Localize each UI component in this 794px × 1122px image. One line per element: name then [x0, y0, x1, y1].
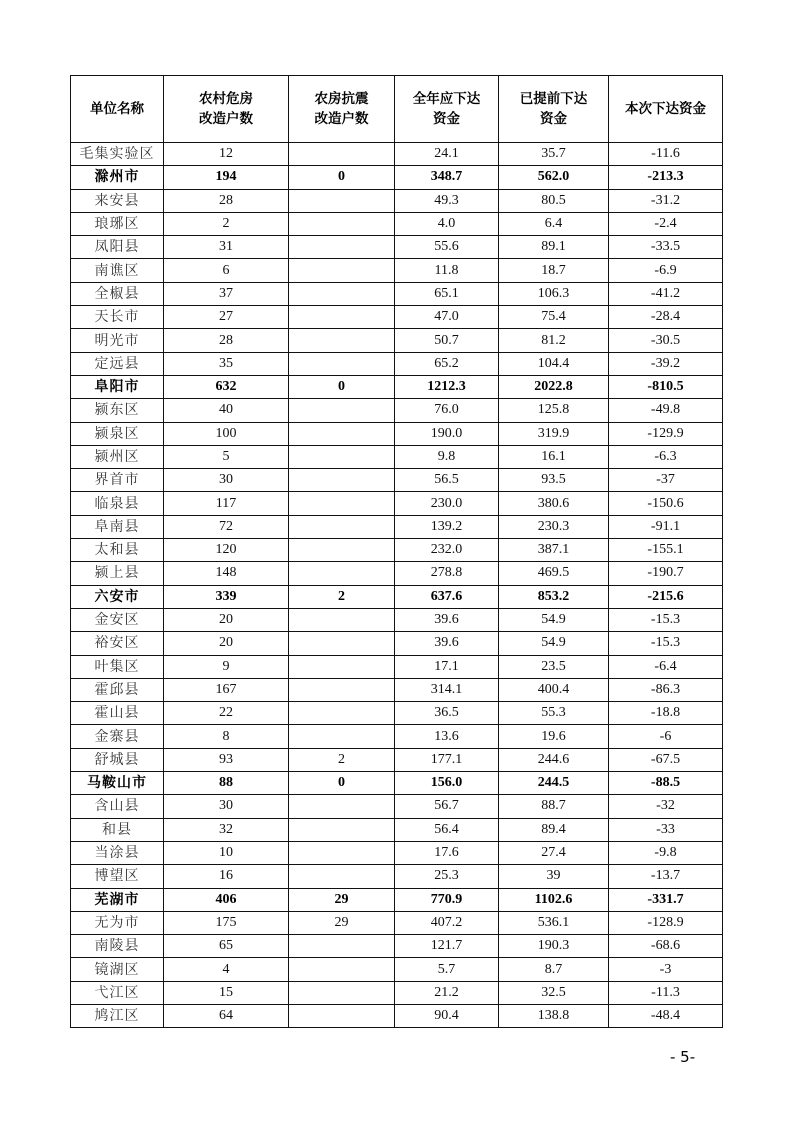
unit-name-cell: 无为市 — [71, 911, 164, 934]
advance-funding-cell: 89.1 — [499, 236, 609, 259]
rural-housing-count-cell: 148 — [164, 562, 289, 585]
rural-housing-count-cell: 30 — [164, 795, 289, 818]
current-funding-cell: -15.3 — [609, 608, 723, 631]
annual-funding-cell: 76.0 — [395, 399, 499, 422]
rural-housing-count-cell: 167 — [164, 678, 289, 701]
current-funding-cell: -49.8 — [609, 399, 723, 422]
rural-housing-count-cell: 8 — [164, 725, 289, 748]
rural-housing-count-cell: 37 — [164, 282, 289, 305]
city-total-row — [71, 888, 723, 911]
header-text-line: 农房抗震 — [314, 91, 369, 107]
header-current-funding — [609, 76, 723, 143]
unit-name-cell: 来安县 — [71, 189, 164, 212]
advance-funding-cell: 39 — [499, 865, 609, 888]
annual-funding-cell: 4.0 — [395, 212, 499, 235]
seismic-housing-count-cell: 0 — [289, 166, 395, 189]
rural-housing-count-cell: 28 — [164, 329, 289, 352]
table-row — [71, 329, 723, 352]
advance-funding-cell: 81.2 — [499, 329, 609, 352]
seismic-housing-count-cell — [289, 981, 395, 1004]
current-funding-cell: -86.3 — [609, 678, 723, 701]
table-header-row — [71, 76, 723, 143]
advance-funding-cell: 380.6 — [499, 492, 609, 515]
table-row — [71, 911, 723, 934]
unit-name-cell: 阜阳市 — [71, 375, 164, 398]
header-seismic-housing — [289, 76, 395, 143]
rural-housing-count-cell: 22 — [164, 702, 289, 725]
advance-funding-cell: 19.6 — [499, 725, 609, 748]
seismic-housing-count-cell — [289, 306, 395, 329]
current-funding-cell: -15.3 — [609, 632, 723, 655]
unit-name-cell: 颍上县 — [71, 562, 164, 585]
table-row — [71, 865, 723, 888]
current-funding-cell: -6.9 — [609, 259, 723, 282]
advance-funding-cell: 400.4 — [499, 678, 609, 701]
annual-funding-cell: 177.1 — [395, 748, 499, 771]
advance-funding-cell: 16.1 — [499, 445, 609, 468]
annual-funding-cell: 25.3 — [395, 865, 499, 888]
current-funding-cell: -129.9 — [609, 422, 723, 445]
annual-funding-cell: 65.1 — [395, 282, 499, 305]
rural-housing-count-cell: 93 — [164, 748, 289, 771]
advance-funding-cell: 469.5 — [499, 562, 609, 585]
unit-name-cell: 马鞍山市 — [71, 772, 164, 795]
header-text-line: 单位名称 — [90, 101, 144, 117]
header-text-line: 改造户数 — [199, 111, 253, 127]
seismic-housing-count-cell — [289, 492, 395, 515]
annual-funding-cell: 65.2 — [395, 352, 499, 375]
table-row — [71, 515, 723, 538]
seismic-housing-count-cell — [289, 632, 395, 655]
unit-name-cell: 芜湖市 — [71, 888, 164, 911]
advance-funding-cell: 88.7 — [499, 795, 609, 818]
current-funding-cell: -88.5 — [609, 772, 723, 795]
rural-housing-count-cell: 65 — [164, 935, 289, 958]
seismic-housing-count-cell: 0 — [289, 772, 395, 795]
seismic-housing-count-cell: 0 — [289, 375, 395, 398]
table-row — [71, 608, 723, 631]
current-funding-cell: -33 — [609, 818, 723, 841]
rural-housing-count-cell: 406 — [164, 888, 289, 911]
annual-funding-cell: 156.0 — [395, 772, 499, 795]
seismic-housing-count-cell: 29 — [289, 888, 395, 911]
rural-housing-count-cell: 28 — [164, 189, 289, 212]
unit-name-cell: 天长市 — [71, 306, 164, 329]
annual-funding-cell: 17.6 — [395, 841, 499, 864]
unit-name-cell: 裕安区 — [71, 632, 164, 655]
table-row — [71, 259, 723, 282]
unit-name-cell: 弋江区 — [71, 981, 164, 1004]
advance-funding-cell: 55.3 — [499, 702, 609, 725]
table-row — [71, 795, 723, 818]
seismic-housing-count-cell — [289, 958, 395, 981]
table-row — [71, 212, 723, 235]
annual-funding-cell: 17.1 — [395, 655, 499, 678]
table-row — [71, 445, 723, 468]
unit-name-cell: 滁州市 — [71, 166, 164, 189]
table-row — [71, 981, 723, 1004]
current-funding-cell: -3 — [609, 958, 723, 981]
unit-name-cell: 全椒县 — [71, 282, 164, 305]
unit-name-cell: 临泉县 — [71, 492, 164, 515]
current-funding-cell: -28.4 — [609, 306, 723, 329]
table-row — [71, 958, 723, 981]
header-text-line: 资金 — [433, 111, 460, 127]
annual-funding-cell: 50.7 — [395, 329, 499, 352]
rural-housing-count-cell: 2 — [164, 212, 289, 235]
unit-name-cell: 金安区 — [71, 608, 164, 631]
unit-name-cell: 颍东区 — [71, 399, 164, 422]
table-row — [71, 143, 723, 166]
header-unit-name — [71, 76, 164, 143]
advance-funding-cell: 54.9 — [499, 608, 609, 631]
rural-housing-count-cell: 12 — [164, 143, 289, 166]
current-funding-cell: -31.2 — [609, 189, 723, 212]
city-total-row — [71, 585, 723, 608]
header-text-line: 农村危房 — [199, 91, 253, 107]
advance-funding-cell: 106.3 — [499, 282, 609, 305]
seismic-housing-count-cell — [289, 1004, 395, 1027]
header-text-line: 改造户数 — [314, 111, 369, 127]
header-text-line: 本次下达资金 — [625, 101, 706, 117]
advance-funding-cell: 6.4 — [499, 212, 609, 235]
table-row — [71, 469, 723, 492]
advance-funding-cell: 27.4 — [499, 841, 609, 864]
current-funding-cell: -331.7 — [609, 888, 723, 911]
advance-funding-cell: 54.9 — [499, 632, 609, 655]
advance-funding-cell: 230.3 — [499, 515, 609, 538]
table-row — [71, 725, 723, 748]
current-funding-cell: -33.5 — [609, 236, 723, 259]
annual-funding-cell: 9.8 — [395, 445, 499, 468]
advance-funding-cell: 244.6 — [499, 748, 609, 771]
current-funding-cell: -213.3 — [609, 166, 723, 189]
advance-funding-cell: 75.4 — [499, 306, 609, 329]
unit-name-cell: 定远县 — [71, 352, 164, 375]
seismic-housing-count-cell — [289, 469, 395, 492]
current-funding-cell: -155.1 — [609, 539, 723, 562]
header-advance-funding — [499, 76, 609, 143]
unit-name-cell: 和县 — [71, 818, 164, 841]
annual-funding-cell: 407.2 — [395, 911, 499, 934]
annual-funding-cell: 90.4 — [395, 1004, 499, 1027]
table-body — [71, 143, 723, 1028]
seismic-housing-count-cell — [289, 795, 395, 818]
unit-name-cell: 明光市 — [71, 329, 164, 352]
table-row — [71, 1004, 723, 1027]
table-row — [71, 352, 723, 375]
table-row — [71, 492, 723, 515]
seismic-housing-count-cell — [289, 608, 395, 631]
advance-funding-cell: 89.4 — [499, 818, 609, 841]
annual-funding-cell: 56.5 — [395, 469, 499, 492]
seismic-housing-count-cell — [289, 236, 395, 259]
seismic-housing-count-cell — [289, 725, 395, 748]
table-row — [71, 189, 723, 212]
current-funding-cell: -6.3 — [609, 445, 723, 468]
advance-funding-cell: 536.1 — [499, 911, 609, 934]
annual-funding-cell: 770.9 — [395, 888, 499, 911]
unit-name-cell: 凤阳县 — [71, 236, 164, 259]
current-funding-cell: -2.4 — [609, 212, 723, 235]
rural-housing-count-cell: 117 — [164, 492, 289, 515]
advance-funding-cell: 35.7 — [499, 143, 609, 166]
unit-name-cell: 六安市 — [71, 585, 164, 608]
unit-name-cell: 博望区 — [71, 865, 164, 888]
advance-funding-cell: 2022.8 — [499, 375, 609, 398]
seismic-housing-count-cell — [289, 399, 395, 422]
current-funding-cell: -9.8 — [609, 841, 723, 864]
annual-funding-cell: 314.1 — [395, 678, 499, 701]
unit-name-cell: 含山县 — [71, 795, 164, 818]
rural-housing-count-cell: 35 — [164, 352, 289, 375]
table-row — [71, 306, 723, 329]
unit-name-cell: 鸠江区 — [71, 1004, 164, 1027]
table-row — [71, 935, 723, 958]
advance-funding-cell: 138.8 — [499, 1004, 609, 1027]
rural-housing-count-cell: 20 — [164, 632, 289, 655]
seismic-housing-count-cell — [289, 212, 395, 235]
rural-housing-count-cell: 10 — [164, 841, 289, 864]
advance-funding-cell: 562.0 — [499, 166, 609, 189]
annual-funding-cell: 348.7 — [395, 166, 499, 189]
seismic-housing-count-cell — [289, 329, 395, 352]
unit-name-cell: 南谯区 — [71, 259, 164, 282]
current-funding-cell: -128.9 — [609, 911, 723, 934]
annual-funding-cell: 637.6 — [395, 585, 499, 608]
current-funding-cell: -6.4 — [609, 655, 723, 678]
annual-funding-cell: 11.8 — [395, 259, 499, 282]
current-funding-cell: -6 — [609, 725, 723, 748]
unit-name-cell: 南陵县 — [71, 935, 164, 958]
current-funding-cell: -18.8 — [609, 702, 723, 725]
header-annual-funding — [395, 76, 499, 143]
seismic-housing-count-cell — [289, 189, 395, 212]
rural-housing-count-cell: 16 — [164, 865, 289, 888]
advance-funding-cell: 8.7 — [499, 958, 609, 981]
advance-funding-cell: 93.5 — [499, 469, 609, 492]
seismic-housing-count-cell — [289, 678, 395, 701]
unit-name-cell: 霍山县 — [71, 702, 164, 725]
current-funding-cell: -91.1 — [609, 515, 723, 538]
rural-housing-count-cell: 72 — [164, 515, 289, 538]
table-row — [71, 422, 723, 445]
annual-funding-cell: 36.5 — [395, 702, 499, 725]
table-row — [71, 282, 723, 305]
rural-housing-count-cell: 9 — [164, 655, 289, 678]
advance-funding-cell: 80.5 — [499, 189, 609, 212]
rural-housing-count-cell: 120 — [164, 539, 289, 562]
rural-housing-count-cell: 339 — [164, 585, 289, 608]
annual-funding-cell: 121.7 — [395, 935, 499, 958]
current-funding-cell: -41.2 — [609, 282, 723, 305]
annual-funding-cell: 13.6 — [395, 725, 499, 748]
annual-funding-cell: 24.1 — [395, 143, 499, 166]
current-funding-cell: -67.5 — [609, 748, 723, 771]
rural-housing-count-cell: 31 — [164, 236, 289, 259]
unit-name-cell: 颍泉区 — [71, 422, 164, 445]
annual-funding-cell: 49.3 — [395, 189, 499, 212]
current-funding-cell: -32 — [609, 795, 723, 818]
seismic-housing-count-cell — [289, 352, 395, 375]
unit-name-cell: 琅琊区 — [71, 212, 164, 235]
header-rural-dangerous-housing — [164, 76, 289, 143]
current-funding-cell: -11.3 — [609, 981, 723, 1004]
seismic-housing-count-cell: 2 — [289, 748, 395, 771]
advance-funding-cell: 387.1 — [499, 539, 609, 562]
seismic-housing-count-cell — [289, 259, 395, 282]
funding-table — [70, 75, 723, 1028]
unit-name-cell: 叶集区 — [71, 655, 164, 678]
table-row — [71, 702, 723, 725]
annual-funding-cell: 1212.3 — [395, 375, 499, 398]
current-funding-cell: -11.6 — [609, 143, 723, 166]
unit-name-cell: 毛集实验区 — [71, 143, 164, 166]
rural-housing-count-cell: 32 — [164, 818, 289, 841]
rural-housing-count-cell: 64 — [164, 1004, 289, 1027]
rural-housing-count-cell: 30 — [164, 469, 289, 492]
advance-funding-cell: 190.3 — [499, 935, 609, 958]
seismic-housing-count-cell — [289, 818, 395, 841]
table-row — [71, 562, 723, 585]
table-row — [71, 539, 723, 562]
seismic-housing-count-cell — [289, 655, 395, 678]
current-funding-cell: -13.7 — [609, 865, 723, 888]
rural-housing-count-cell: 175 — [164, 911, 289, 934]
header-text-line: 资金 — [540, 111, 567, 127]
current-funding-cell: -39.2 — [609, 352, 723, 375]
annual-funding-cell: 21.2 — [395, 981, 499, 1004]
advance-funding-cell: 244.5 — [499, 772, 609, 795]
seismic-housing-count-cell — [289, 539, 395, 562]
unit-name-cell: 颍州区 — [71, 445, 164, 468]
header-text-line: 已提前下达 — [519, 91, 588, 107]
annual-funding-cell: 5.7 — [395, 958, 499, 981]
seismic-housing-count-cell — [289, 422, 395, 445]
city-total-row — [71, 375, 723, 398]
rural-housing-count-cell: 27 — [164, 306, 289, 329]
table-row — [71, 632, 723, 655]
table-row — [71, 841, 723, 864]
rural-housing-count-cell: 15 — [164, 981, 289, 1004]
seismic-housing-count-cell — [289, 445, 395, 468]
rural-housing-count-cell: 100 — [164, 422, 289, 445]
city-total-row — [71, 772, 723, 795]
advance-funding-cell: 32.5 — [499, 981, 609, 1004]
annual-funding-cell: 47.0 — [395, 306, 499, 329]
seismic-housing-count-cell — [289, 702, 395, 725]
current-funding-cell: -68.6 — [609, 935, 723, 958]
seismic-housing-count-cell — [289, 562, 395, 585]
unit-name-cell: 舒城县 — [71, 748, 164, 771]
advance-funding-cell: 125.8 — [499, 399, 609, 422]
city-total-row — [71, 166, 723, 189]
annual-funding-cell: 139.2 — [395, 515, 499, 538]
annual-funding-cell: 56.4 — [395, 818, 499, 841]
annual-funding-cell: 278.8 — [395, 562, 499, 585]
unit-name-cell: 金寨县 — [71, 725, 164, 748]
table-row — [71, 818, 723, 841]
rural-housing-count-cell: 40 — [164, 399, 289, 422]
header-text-line: 全年应下达 — [412, 91, 481, 107]
annual-funding-cell: 55.6 — [395, 236, 499, 259]
unit-name-cell: 太和县 — [71, 539, 164, 562]
current-funding-cell: -215.6 — [609, 585, 723, 608]
annual-funding-cell: 39.6 — [395, 608, 499, 631]
annual-funding-cell: 56.7 — [395, 795, 499, 818]
annual-funding-cell: 39.6 — [395, 632, 499, 655]
advance-funding-cell: 18.7 — [499, 259, 609, 282]
page-number: - 5- — [670, 1048, 696, 1066]
annual-funding-cell: 230.0 — [395, 492, 499, 515]
table-row — [71, 748, 723, 771]
rural-housing-count-cell: 5 — [164, 445, 289, 468]
seismic-housing-count-cell — [289, 865, 395, 888]
unit-name-cell: 镜湖区 — [71, 958, 164, 981]
current-funding-cell: -30.5 — [609, 329, 723, 352]
rural-housing-count-cell: 20 — [164, 608, 289, 631]
unit-name-cell: 霍邱县 — [71, 678, 164, 701]
annual-funding-cell: 232.0 — [395, 539, 499, 562]
rural-housing-count-cell: 4 — [164, 958, 289, 981]
table-row — [71, 236, 723, 259]
seismic-housing-count-cell — [289, 841, 395, 864]
table-row — [71, 678, 723, 701]
current-funding-cell: -810.5 — [609, 375, 723, 398]
seismic-housing-count-cell: 29 — [289, 911, 395, 934]
advance-funding-cell: 23.5 — [499, 655, 609, 678]
seismic-housing-count-cell — [289, 515, 395, 538]
unit-name-cell: 阜南县 — [71, 515, 164, 538]
advance-funding-cell: 104.4 — [499, 352, 609, 375]
advance-funding-cell: 853.2 — [499, 585, 609, 608]
seismic-housing-count-cell: 2 — [289, 585, 395, 608]
rural-housing-count-cell: 88 — [164, 772, 289, 795]
annual-funding-cell: 190.0 — [395, 422, 499, 445]
unit-name-cell: 界首市 — [71, 469, 164, 492]
table-row — [71, 655, 723, 678]
seismic-housing-count-cell — [289, 282, 395, 305]
seismic-housing-count-cell — [289, 143, 395, 166]
advance-funding-cell: 319.9 — [499, 422, 609, 445]
unit-name-cell: 当涂县 — [71, 841, 164, 864]
table-row — [71, 399, 723, 422]
rural-housing-count-cell: 194 — [164, 166, 289, 189]
current-funding-cell: -48.4 — [609, 1004, 723, 1027]
current-funding-cell: -190.7 — [609, 562, 723, 585]
rural-housing-count-cell: 632 — [164, 375, 289, 398]
current-funding-cell: -150.6 — [609, 492, 723, 515]
current-funding-cell: -37 — [609, 469, 723, 492]
advance-funding-cell: 1102.6 — [499, 888, 609, 911]
rural-housing-count-cell: 6 — [164, 259, 289, 282]
seismic-housing-count-cell — [289, 935, 395, 958]
